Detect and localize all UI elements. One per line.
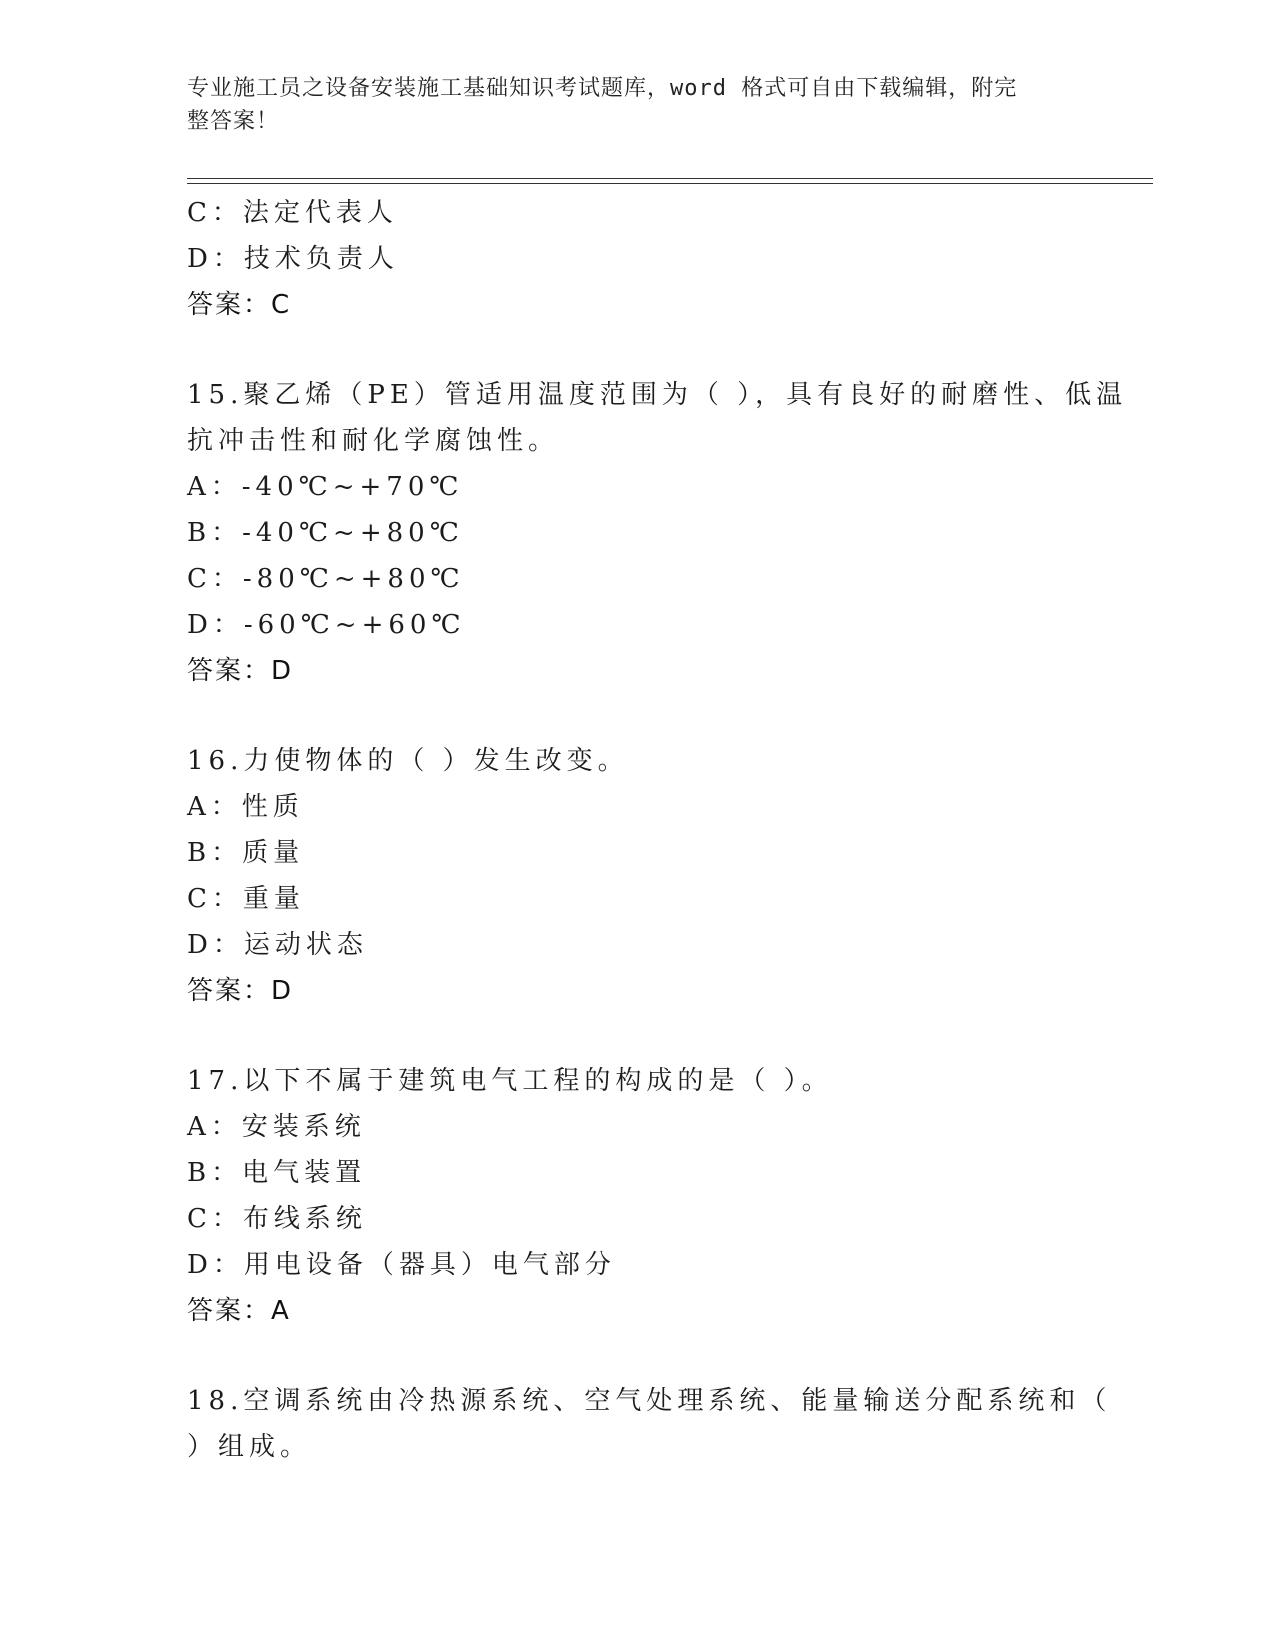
option-d: D：技术负责人 <box>187 244 399 274</box>
spacer <box>187 694 1087 738</box>
header-line-2: 整答案！ <box>187 109 280 134</box>
header-line-1: 专业施工员之设备安装施工基础知识考试题库，word 格式可自由下载编辑，附完 <box>187 76 1018 101</box>
header-divider-bottom <box>187 183 1153 184</box>
question-stem: 15.聚乙烯（PE）管适用温度范围为（ ），具有良好的耐磨性、低温 <box>187 380 1128 410</box>
answer: 答案：A <box>187 1296 291 1326</box>
answer: 答案：D <box>187 656 294 686</box>
question-stem: 17.以下不属于建筑电气工程的构成的是（ ）。 <box>187 1066 833 1096</box>
question-list <box>187 190 1128 1470</box>
option-d: D：-60℃~+60℃ <box>187 610 466 640</box>
question-15 <box>187 372 1128 694</box>
answer: 答案：D <box>187 976 294 1006</box>
option-b: B：电气装置 <box>187 1158 367 1188</box>
option-c: C：法定代表人 <box>187 198 398 228</box>
question-17 <box>187 1058 1087 1334</box>
option-b: B：-40℃~+80℃ <box>187 518 464 548</box>
option-a: A：安装系统 <box>187 1112 366 1142</box>
header-divider-top <box>187 178 1153 179</box>
question-18 <box>187 1378 1112 1470</box>
question-16 <box>187 738 1087 1014</box>
option-d: D：用电设备（器具）电气部分 <box>187 1250 616 1280</box>
answer: 答案：C <box>187 290 292 320</box>
question-stem: 抗冲击性和耐化学腐蚀性。 <box>187 426 560 456</box>
option-c: C：-80℃~+80℃ <box>187 564 465 594</box>
spacer <box>187 1334 1087 1378</box>
document-header <box>187 72 1067 138</box>
option-d: D：运动状态 <box>187 930 368 960</box>
spacer <box>187 328 1087 372</box>
option-c: C：布线系统 <box>187 1204 367 1234</box>
spacer <box>187 1014 1087 1058</box>
option-c: C：重量 <box>187 884 305 914</box>
question-stem: ）组成。 <box>187 1432 312 1462</box>
option-b: B：质量 <box>187 838 305 868</box>
option-a: A：性质 <box>187 792 304 822</box>
question-stem: 18.空调系统由冷热源系统、空气处理系统、能量输送分配系统和（ <box>187 1386 1112 1416</box>
question-14 <box>187 190 1087 328</box>
option-a: A：-40℃~+70℃ <box>187 472 464 502</box>
question-stem: 16.力使物体的（ ）发生改变。 <box>187 746 629 776</box>
